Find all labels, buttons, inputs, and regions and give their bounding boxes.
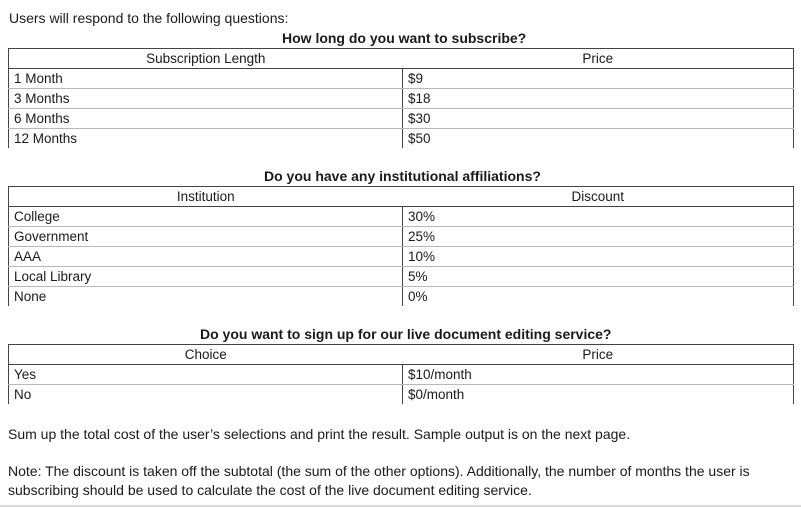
table-cell: 5% — [403, 267, 794, 287]
section-title-subscription: How long do you want to subscribe? — [282, 30, 527, 46]
section-title-editing-service: Do you want to sign up for our live document editing service? — [200, 326, 612, 342]
table-cell: None — [9, 287, 403, 307]
table-row — [9, 385, 794, 405]
table-cell: $18 — [403, 89, 794, 109]
table-row — [9, 89, 794, 109]
table-cell: 0% — [403, 287, 794, 307]
column-header: Subscription Length — [9, 49, 403, 69]
table-cell: No — [9, 385, 403, 405]
institution-table — [8, 186, 794, 306]
table-cell: Yes — [9, 365, 403, 385]
table-row — [9, 267, 794, 287]
table-row — [9, 287, 794, 307]
column-header: Choice — [9, 345, 403, 365]
table-cell: 12 Months — [9, 129, 403, 149]
table-cell: $30 — [403, 109, 794, 129]
table-header — [9, 187, 794, 207]
table-row — [9, 129, 794, 149]
table-header — [9, 49, 794, 69]
table-cell: $0/month — [403, 385, 794, 405]
table-cell: Government — [9, 227, 403, 247]
section-title-institution: Do you have any institutional affiliations? — [264, 168, 541, 184]
table-cell: 30% — [403, 207, 794, 227]
table-row — [9, 207, 794, 227]
table-cell: $10/month — [403, 365, 794, 385]
column-header: Price — [403, 345, 794, 365]
table-header — [9, 345, 794, 365]
table-cell: 25% — [403, 227, 794, 247]
table-cell: $50 — [403, 129, 794, 149]
note-text: Note: The discount is taken off the subtotal (the sum of the other options). Additionally, the number of months the user is subscribing should be used to calculate the cost of the live document editing service. — [8, 463, 750, 498]
summary-text: Sum up the total cost of the user’s selections and print the result. Sample output is on the next page. — [8, 426, 631, 442]
column-header: Discount — [403, 187, 794, 207]
editing-service-table — [8, 344, 794, 404]
table-cell: 1 Month — [9, 69, 403, 89]
table-cell: $9 — [403, 69, 794, 89]
column-header: Institution — [9, 187, 403, 207]
table-cell: College — [9, 207, 403, 227]
subscription-table — [8, 48, 794, 148]
table-row — [9, 227, 794, 247]
table-row — [9, 69, 794, 89]
table-cell: 3 Months — [9, 89, 403, 109]
table-cell: Local Library — [9, 267, 403, 287]
table-row — [9, 247, 794, 267]
column-header: Price — [403, 49, 794, 69]
intro-text: Users will respond to the following questions: — [9, 10, 289, 26]
table-cell: 6 Months — [9, 109, 403, 129]
table-row — [9, 365, 794, 385]
table-row — [9, 109, 794, 129]
table-cell: AAA — [9, 247, 403, 267]
table-cell: 10% — [403, 247, 794, 267]
